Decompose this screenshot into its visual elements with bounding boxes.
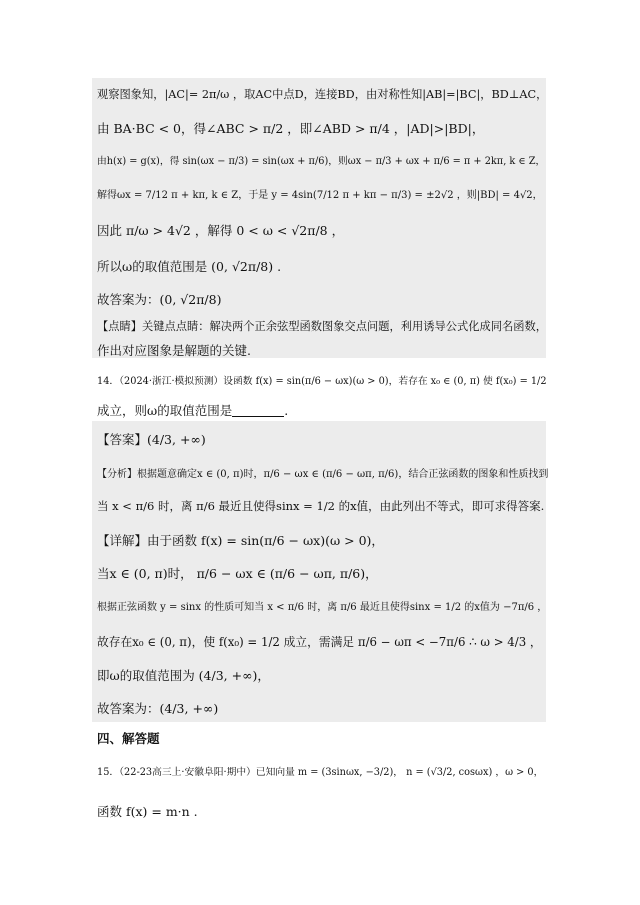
solution13-line-7: 故答案为：(0, √2π/8) — [97, 292, 222, 307]
solution13-line-2: 由 BA·BC < 0，得∠ABC > π/2 ，即∠ABD > π/4 ，|AD|>|BD|， — [97, 121, 485, 136]
question14-line-2: 成立，则ω的取值范围是 . — [97, 403, 289, 418]
question14-line-1: 14．（2024·浙江·模拟预测）设函数 f(x) = sin(π/6 − ωx)(ω > 0)，若存在 x₀ ∈ (0, π) 使 f(x₀) = 1/2 — [97, 376, 547, 387]
answer14-line-4: 【详解】由于函数 f(x) = sin(π/6 − ωx)(ω > 0)， — [97, 533, 384, 548]
answer14-line-7: 故存在x₀ ∈ (0, π)，使 f(x₀) = 1/2 成立，需满足 π/6 − ωπ < −7π/6 ∴ ω > 4/3 ， — [97, 635, 542, 649]
answer14-line-6: 根据正弦函数 y = sinx 的性质可知当 x < π/6 时，离 π/6 最近且使得sinx = 1/2 的x值为 −7π/6 ， — [97, 602, 548, 613]
solution13-line-5: 因此 π/ω > 4√2 ，解得 0 < ω < √2π/8 ， — [97, 223, 345, 238]
section4-title: 四、解答题 — [97, 731, 160, 746]
question15-line-1: 15．（22-23高三上·安徽阜阳·期中）已知向量 m = (3sinωx, −3/2)， n = (√3/2, cosωx) ，ω > 0， — [97, 767, 544, 778]
solution13-line-1: 观察图象知，|AC|= 2π/ω ，取AC中点D，连接BD，由对称性知|AB|=|BC|，BD⊥AC， — [97, 88, 548, 101]
answer14-line-5: 当x ∈ (0, π)时， π/6 − ωx ∈ (π/6 − ωπ, π/6)， — [97, 566, 378, 581]
answer14-line-9: 故答案为：(4/3, +∞) — [97, 701, 219, 716]
answer14-line-2: 【分析】根据题意确定x ∈ (0, π)时，π/6 − ωx ∈ (π/6 − ωπ, π/6)，结合正弦函数的图象和性质找到 — [97, 469, 549, 480]
answer-blank — [232, 416, 284, 417]
solution13-line-9: 作出对应图象是解题的关键. — [97, 343, 251, 358]
answer14-line-8: 即ω的取值范围为 (4/3, +∞)， — [97, 668, 270, 683]
answer14-line-3: 当 x < π/6 时，离 π/6 最近且使得sinx = 1/2 的x值，由此列出不等式，即可求得答案. — [97, 499, 545, 513]
solution13-line-4: 解得ωx = 7/12 π + kπ, k ∈ Z，于是 y = 4sin(7/12 π + kπ − π/3) = ±2√2 ，则|BD| = 4√2， — [97, 190, 543, 201]
solution13-line-3: 由h(x) = g(x)，得 sin(ωx − π/3) = sin(ωx + π/6)，则ωx − π/3 + ωx + π/6 = π + 2kπ, k ∈ Z， — [97, 156, 546, 167]
solution13-line-6: 所以ω的取值范围是 (0, √2π/8) . — [97, 259, 282, 274]
question15-line-2: 函数 f(x) = m·n . — [97, 804, 198, 819]
answer14-line-1: 【答案】(4/3, +∞) — [97, 432, 206, 447]
solution13-line-8: 【点睛】关键点点睛：解决两个正余弦型函数图象交点问题，利用诱导公式化成同名函数， — [97, 320, 548, 333]
question14-line-2-text: 成立，则ω的取值范围是 — [97, 403, 233, 418]
